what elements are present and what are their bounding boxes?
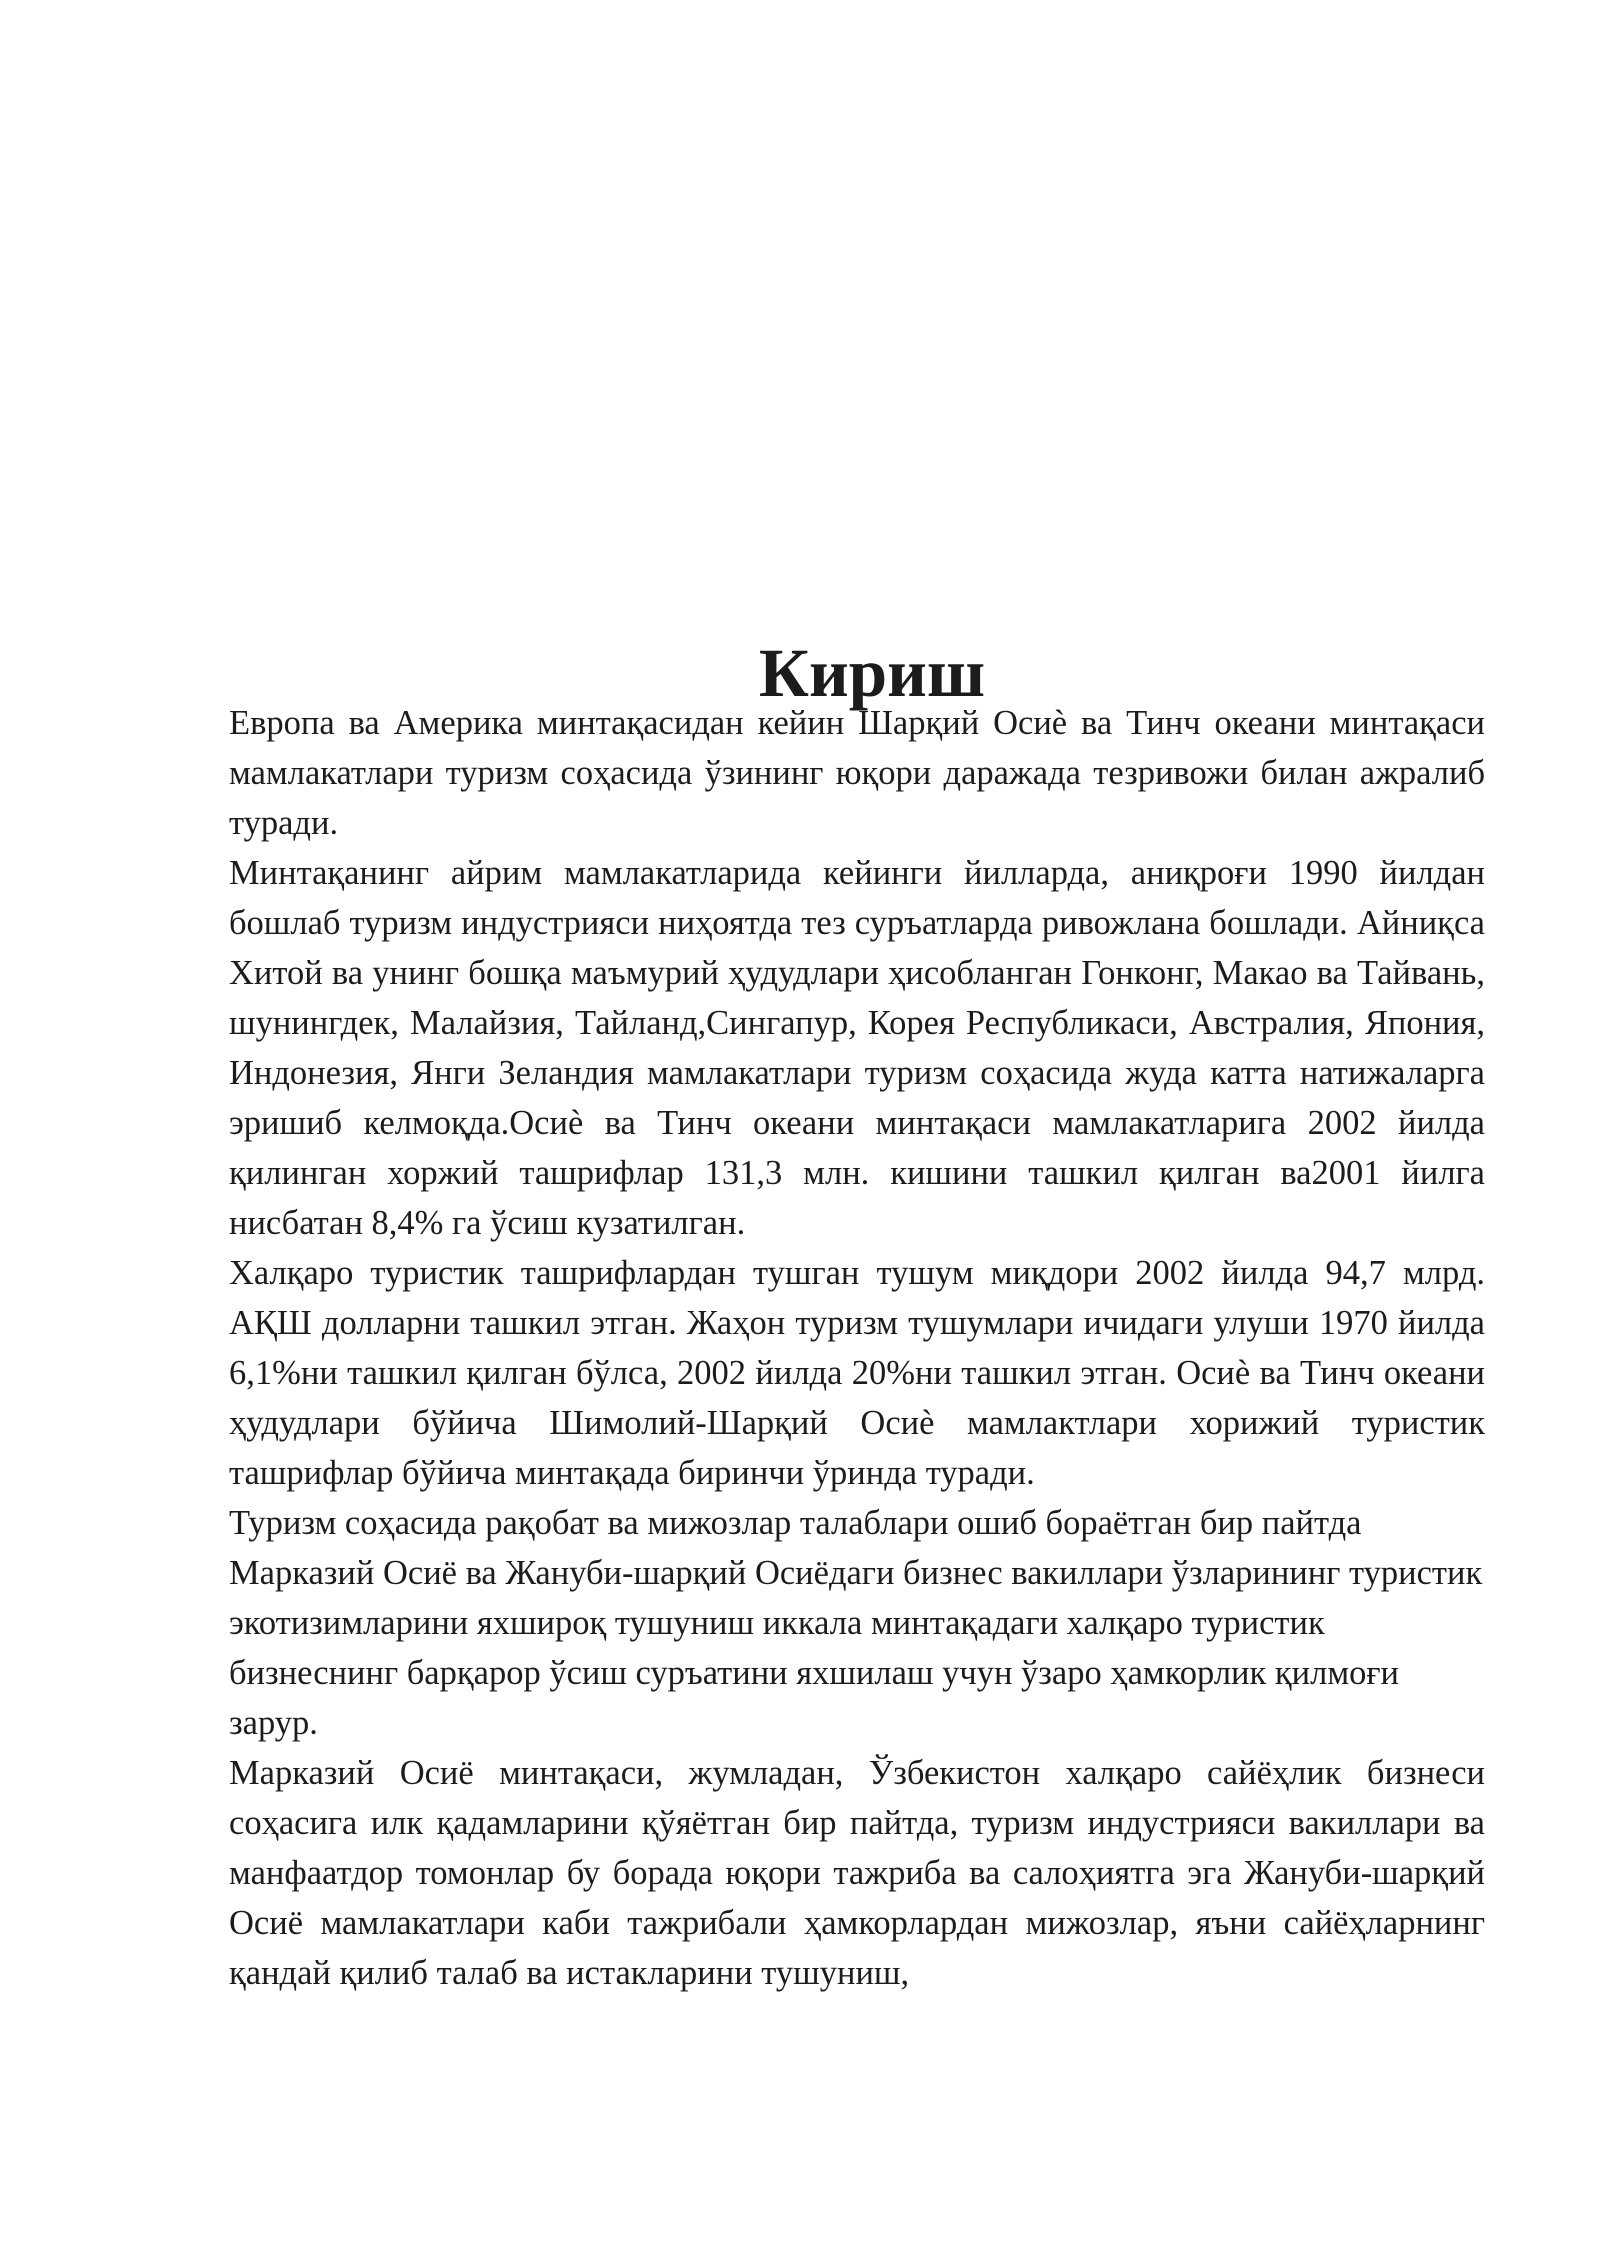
paragraph-2: Минтақанинг айрим мамлакатларида кейинги йилларда, аниқроғи 1990 йилдан бошлаб туризм индустрияси ниҳоятда тез суръатларда ривожлана бошлади. Айниқса Хитой ва унинг бошқа маъмурий ҳудудлари ҳисобланган Гонконг, Макао ва Тайвань, шунингдек, Малайзия, Тайланд,Сингапур, Корея Республикаси, Австралия, Япония, Индонезия, Янги Зеландия мамлакатлари туризм соҳасида жуда катта натижаларга эришиб келмоқда.Осиѐ ва Тинч океани минтақаси мамлакатларига 2002 йилда қилинган хоржий ташрифлар 131,3 млн. кишини ташкил қилган ва2001 йилга нисбатан 8,4% га ўсиш кузатилган. (229, 854, 1485, 1242)
section-heading: Кириш (758, 635, 986, 711)
paragraph-3: Халқаро туристик ташрифлардан тушган тушум миқдори 2002 йилда 94,7 млрд. АҚШ долларни ташкил этган. Жаҳон туризм тушумлари ичидаги улуши 1970 йилда 6,1%ни ташкил қилган бўлса, 2002 йилда 20%ни ташкил этган. Осиѐ ва Тинч океани ҳудудлари бўйича Шимолий-Шарқий Осиѐ мамлактлари хорижий туристик ташрифлар бўйича минтақада биринчи ўринда туради. (229, 1254, 1485, 1492)
document-body (229, 635, 1485, 1998)
paragraph-4: Туризм соҳасида рақобат ва мижозлар талаблари ошиб бораётган бир пайтда Марказий Осиё ва Жануби-шарқий Осиёдаги бизнес вакиллари ўзларининг туристик экотизимларини яхшироқ тушуниш иккала минтақадаги халқаро туристик бизнеснинг барқарор ўсиш суръатини яхшилаш учун ўзаро ҳамкорлик қилмоғи зарур. (229, 1504, 1483, 1742)
paragraph-5: Марказий Осиё минтақаси, жумладан, Ўзбекистон халқаро сайёҳлик бизнеси соҳасига илк қадамларини қўяётган бир пайтда, туризм индустрияси вакиллари ва манфаатдор томонлар бу борада юқори тажриба ва салоҳиятга эга Жануби-шарқий Осиё мамлакатлари каби тажрибали ҳамкорлардан мижозлар, яъни сайёҳларнинг қандай қилиб талаб ва истакларини тушуниш, (229, 1754, 1485, 1992)
paragraph-1: Европа ва Америка минтақасидан кейин Шарқий Осиѐ ва Тинч океани минтақаси мамлакатлари туризм соҳасида ўзининг юқори даражада тезривожи билан ажралиб туради. (229, 704, 1485, 842)
